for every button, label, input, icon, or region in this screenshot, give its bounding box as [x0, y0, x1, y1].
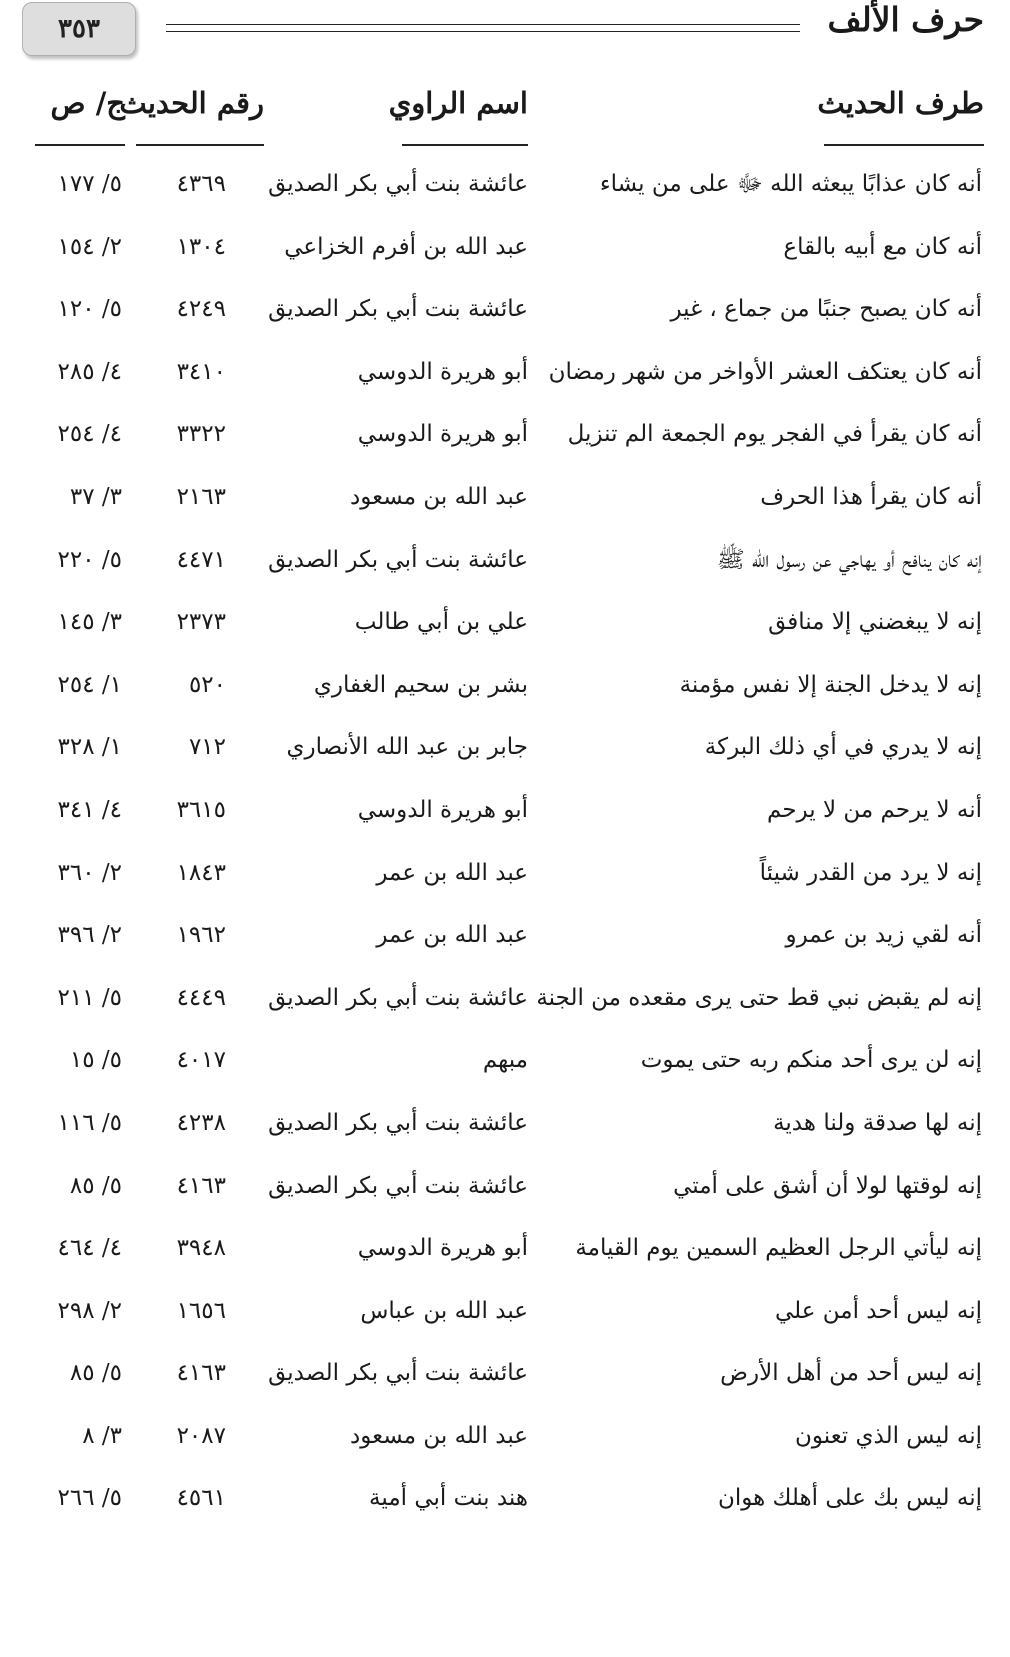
narrator-cell: عائشة بنت أبي بكر الصديق — [268, 1172, 528, 1199]
narration-cell: أنه كان يعتكف العشر الأواخر من شهر رمضان — [548, 358, 982, 385]
hadith-number-cell: ٤٢٤٩ — [176, 296, 226, 323]
narrator-cell: أبو هريرة الدوسي — [357, 358, 528, 385]
table-row — [0, 654, 1010, 717]
hadith-number-cell: ١٨٤٣ — [176, 859, 226, 886]
hadith-number-cell: ٢٣٧٣ — [176, 609, 226, 636]
hadith-number-cell: ١٣٠٤ — [176, 233, 226, 260]
narration-cell: إنه ليس أحد من أهل الأرض — [720, 1360, 982, 1387]
narration-cell: أنه لا يرحم من لا يرحم — [767, 796, 982, 823]
table-row — [0, 216, 1010, 279]
narrator-cell: عبد الله بن مسعود — [350, 483, 528, 510]
hadith-number-cell: ٤٢٣٨ — [176, 1109, 226, 1136]
hadith-number-cell: ٤١٦٣ — [176, 1172, 226, 1199]
narrator-cell: مبهم — [482, 1047, 528, 1074]
table-row — [0, 591, 1010, 654]
volume-page-cell: ٤/ ٢٨٥ — [57, 358, 122, 385]
header-rule-bottom — [166, 31, 800, 32]
narration-cell: إنه ليس الذي تعنون — [794, 1422, 982, 1449]
table-row — [0, 466, 1010, 529]
table-row — [0, 716, 1010, 779]
table-row — [0, 1467, 1010, 1530]
volume-page-cell: ٣/ ٣٧ — [69, 483, 122, 510]
chapter-title: حرف الألف — [827, 0, 984, 39]
volume-page-cell: ٥/ ٨٥ — [69, 1360, 122, 1387]
column-header-narrator: اسم الراوي — [402, 86, 528, 146]
hadith-number-cell: ٤٥٦١ — [176, 1485, 226, 1512]
narrator-cell: هند بنت أبي أمية — [369, 1485, 528, 1512]
narrator-cell: عائشة بنت أبي بكر الصديق — [268, 1109, 528, 1136]
table-row — [0, 967, 1010, 1030]
table-row — [0, 529, 1010, 592]
narration-cell: إنه ليأتي الرجل العظيم السمين يوم القيامة — [575, 1235, 982, 1262]
narrator-cell: بشر بن سحيم الغفاري — [313, 671, 528, 698]
narration-cell: إنه لا يرد من القدر شيئاً — [759, 859, 982, 886]
volume-page-cell: ٢/ ٣٩٦ — [57, 922, 122, 949]
hadith-index-table — [0, 153, 1010, 1530]
narrator-cell: عائشة بنت أبي بكر الصديق — [268, 171, 528, 197]
hadith-number-cell: ٣٤١٠ — [176, 358, 226, 385]
table-row — [0, 779, 1010, 842]
narrator-cell: أبو هريرة الدوسي — [357, 1235, 528, 1262]
table-row — [0, 1280, 1010, 1343]
volume-page-cell: ٥/ ١١٦ — [57, 1109, 122, 1136]
narrator-cell: عبد الله بن عمر — [376, 922, 528, 949]
narrator-cell: عائشة بنت أبي بكر الصديق — [268, 296, 528, 323]
volume-page-cell: ٥/ ٨٥ — [69, 1172, 122, 1199]
hadith-number-cell: ٢١٦٣ — [176, 483, 226, 510]
volume-page-cell: ٥/ ٢٦٦ — [57, 1485, 122, 1512]
volume-page-cell: ٣/ ١٤٥ — [57, 609, 122, 636]
narrator-cell: أبو هريرة الدوسي — [357, 796, 528, 823]
volume-page-cell: ٥/ ٢٢٠ — [57, 546, 122, 573]
hadith-number-cell: ١٦٥٦ — [176, 1297, 226, 1324]
column-header-volume-page: ج/ ص — [35, 86, 125, 146]
volume-page-cell: ٢/ ٣٦٠ — [57, 859, 122, 886]
table-row — [0, 153, 1010, 216]
hadith-number-cell: ٤٤٤٩ — [176, 984, 226, 1011]
narration-cell: إنه لن يرى أحد منكم ربه حتى يموت — [640, 1047, 982, 1074]
narration-cell: أنه لقي زيد بن عمرو — [785, 922, 982, 949]
hadith-number-cell: ٤٠١٧ — [176, 1047, 226, 1074]
column-header-narration: طرف الحديث — [824, 86, 984, 146]
column-header-number: رقم الحديث — [136, 86, 264, 146]
narrator-cell: عبد الله بن مسعود — [350, 1422, 528, 1449]
narration-cell: أنه كان يقرأ هذا الحرف — [760, 483, 982, 510]
volume-page-cell: ١/ ٣٢٨ — [57, 734, 122, 761]
hadith-number-cell: ٤٤٧١ — [176, 546, 226, 573]
narrator-cell: عائشة بنت أبي بكر الصديق — [268, 1360, 528, 1387]
hadith-number-cell: ٣٦١٥ — [176, 796, 226, 823]
narrator-cell: عائشة بنت أبي بكر الصديق — [268, 546, 528, 573]
hadith-number-cell: ٣٩٤٨ — [176, 1235, 226, 1262]
table-row — [0, 1217, 1010, 1280]
table-row — [0, 1092, 1010, 1155]
table-row — [0, 1342, 1010, 1405]
narration-cell: إنه لا يدري في أي ذلك البركة — [704, 734, 982, 761]
hadith-number-cell: ٧١٢ — [188, 734, 226, 761]
volume-page-cell: ٤/ ٣٤١ — [57, 796, 122, 823]
hadith-number-cell: ٥٢٠ — [188, 671, 226, 698]
narration-cell: إنه لم يقبض نبي قط حتى يرى مقعده من الجنة — [536, 984, 982, 1011]
narration-cell: أنه كان يصبح جنبًا من جماع ، غير — [670, 296, 982, 323]
volume-page-cell: ١/ ٢٥٤ — [57, 671, 122, 698]
table-row — [0, 403, 1010, 466]
narration-cell: إنه لا يدخل الجنة إلا نفس مؤمنة — [679, 671, 982, 698]
table-row — [0, 341, 1010, 404]
volume-page-cell: ٢/ ٢٩٨ — [57, 1297, 122, 1324]
page-number-badge — [22, 2, 136, 56]
hadith-number-cell: ٣٣٢٢ — [176, 421, 226, 448]
narrator-cell: عبد الله بن عمر — [376, 859, 528, 886]
table-row — [0, 278, 1010, 341]
volume-page-cell: ٤/ ٤٦٤ — [57, 1235, 122, 1262]
narration-cell: أنه كان مع أبيه بالقاع — [783, 233, 982, 260]
volume-page-cell: ٥/ ١٢٠ — [57, 296, 122, 323]
hadith-number-cell: ١٩٦٢ — [176, 922, 226, 949]
narration-cell: إنه كان ينافح أو يهاجي عن رسول الله ﷺ — [716, 546, 982, 573]
volume-page-cell: ٥/ ٢١١ — [57, 984, 122, 1011]
volume-page-cell: ٥/ ١٧٧ — [57, 171, 122, 197]
table-row — [0, 842, 1010, 905]
header-rule-top — [166, 24, 800, 25]
narrator-cell: جابر بن عبد الله الأنصاري — [286, 734, 528, 761]
narrator-cell: عبد الله بن عباس — [360, 1297, 528, 1324]
narrator-cell: أبو هريرة الدوسي — [357, 421, 528, 448]
narration-cell: أنه كان يقرأ في الفجر يوم الجمعة الم تنزيل — [567, 421, 982, 448]
narrator-cell: عائشة بنت أبي بكر الصديق — [268, 984, 528, 1011]
volume-page-cell: ٢/ ١٥٤ — [57, 233, 122, 260]
table-row — [0, 1405, 1010, 1468]
volume-page-cell: ٥/ ١٥ — [69, 1047, 122, 1074]
table-row — [0, 1029, 1010, 1092]
narration-cell: إنه لها صدقة ولنا هدية — [773, 1109, 982, 1136]
narration-cell: إنه لا يبغضني إلا منافق — [768, 609, 982, 636]
narrator-cell: عبد الله بن أفرم الخزاعي — [284, 233, 528, 260]
page-number: ٣٥٣ — [58, 14, 100, 44]
table-row — [0, 1155, 1010, 1218]
narration-cell: إنه ليس أحد أمن علي — [774, 1297, 982, 1324]
narrator-cell: علي بن أبي طالب — [354, 609, 528, 636]
volume-page-cell: ٣/ ٨ — [82, 1422, 122, 1449]
hadith-number-cell: ٤١٦٣ — [176, 1360, 226, 1387]
narration-cell: إنه لوقتها لولا أن أشق على أمتي — [673, 1172, 982, 1199]
hadith-number-cell: ٤٣٦٩ — [176, 171, 226, 197]
table-row — [0, 904, 1010, 967]
narration-cell: إنه ليس بك على أهلك هوان — [717, 1485, 982, 1512]
volume-page-cell: ٤/ ٢٥٤ — [57, 421, 122, 448]
narration-cell: أنه كان عذابًا يبعثه الله ﷻ على من يشاء — [599, 171, 982, 197]
hadith-number-cell: ٢٠٨٧ — [176, 1422, 226, 1449]
